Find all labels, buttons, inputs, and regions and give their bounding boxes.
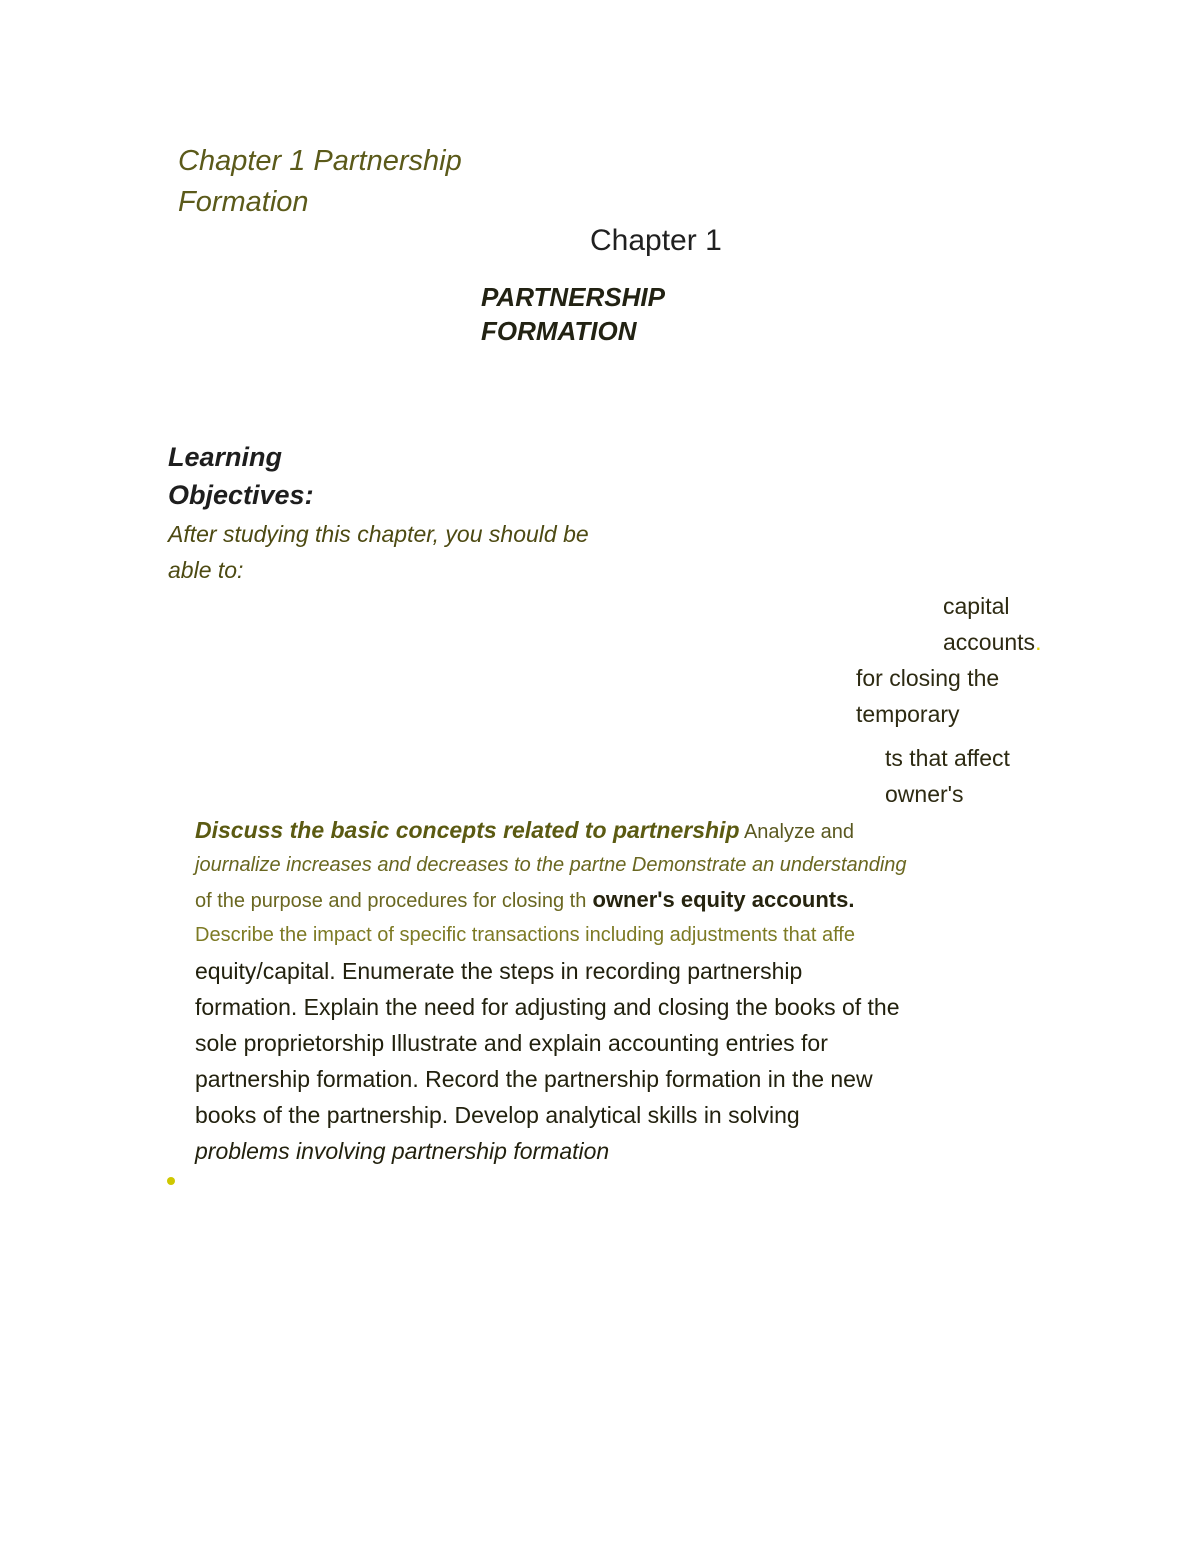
chapter-label: Chapter 1 (590, 224, 722, 257)
objectives-line: equity/capital. Enumerate the steps in recording partnership (195, 958, 803, 984)
objectives-text: of the purpose and procedures for closing th (195, 890, 587, 912)
document-title (178, 141, 462, 223)
objectives-text: Analyze and (739, 821, 855, 843)
learning-objectives-heading-line2: Objectives: (168, 480, 314, 510)
stray-fragment-capital-accounts (943, 588, 1041, 660)
chapter-title (481, 280, 665, 348)
objectives-paragraph (195, 812, 1055, 1169)
objectives-line: problems involving partnership formation (195, 1138, 610, 1164)
objectives-line (195, 883, 1055, 918)
chapter-title-line1: PARTNERSHIP (481, 282, 665, 312)
objectives-line: formation. Explain the need for adjusting and closing the books of the (195, 994, 900, 1020)
chapter-title-line2: FORMATION (481, 316, 637, 346)
fragment-line: owner's (885, 781, 964, 807)
stray-fragment-closing-temporary (856, 660, 999, 732)
intro-line1: After studying this chapter, you should be (168, 521, 589, 547)
document-title-line2: Formation (178, 186, 309, 218)
objectives-line: journalize increases and decreases to the partne Demonstrate an understanding (195, 854, 907, 876)
fragment-text: accounts (943, 629, 1036, 655)
fragment-line: temporary (856, 701, 960, 727)
learning-objectives-heading-line1: Learning (168, 442, 283, 472)
intro-line2: able to: (168, 557, 244, 583)
objectives-line (195, 812, 1055, 848)
stray-fragment-owners (885, 740, 1010, 812)
objectives-line: sole proprietorship Illustrate and explain accounting entries for (195, 1030, 828, 1056)
objectives-line: Describe the impact of specific transactions including adjustments that affe (195, 924, 855, 946)
fragment-line: capital (943, 593, 1010, 619)
document-title-line1: Chapter 1 Partnership (178, 145, 462, 177)
fragment-line: ts that affect (885, 745, 1010, 771)
objectives-text: owner's equity accounts. (586, 887, 855, 912)
fragment-line (943, 624, 1041, 660)
objectives-line: books of the partnership. Develop analytical skills in solving (195, 1102, 800, 1128)
learning-objectives-heading (168, 438, 314, 514)
fragment-dot: . (1035, 629, 1042, 655)
objectives-text: Discuss the basic concepts related to partnership (195, 817, 740, 843)
objectives-line: partnership formation. Record the partnership formation in the new (195, 1066, 873, 1092)
bullet-point-icon (167, 1177, 175, 1185)
learning-objectives-intro (168, 516, 589, 588)
fragment-line: for closing the (856, 665, 1000, 691)
